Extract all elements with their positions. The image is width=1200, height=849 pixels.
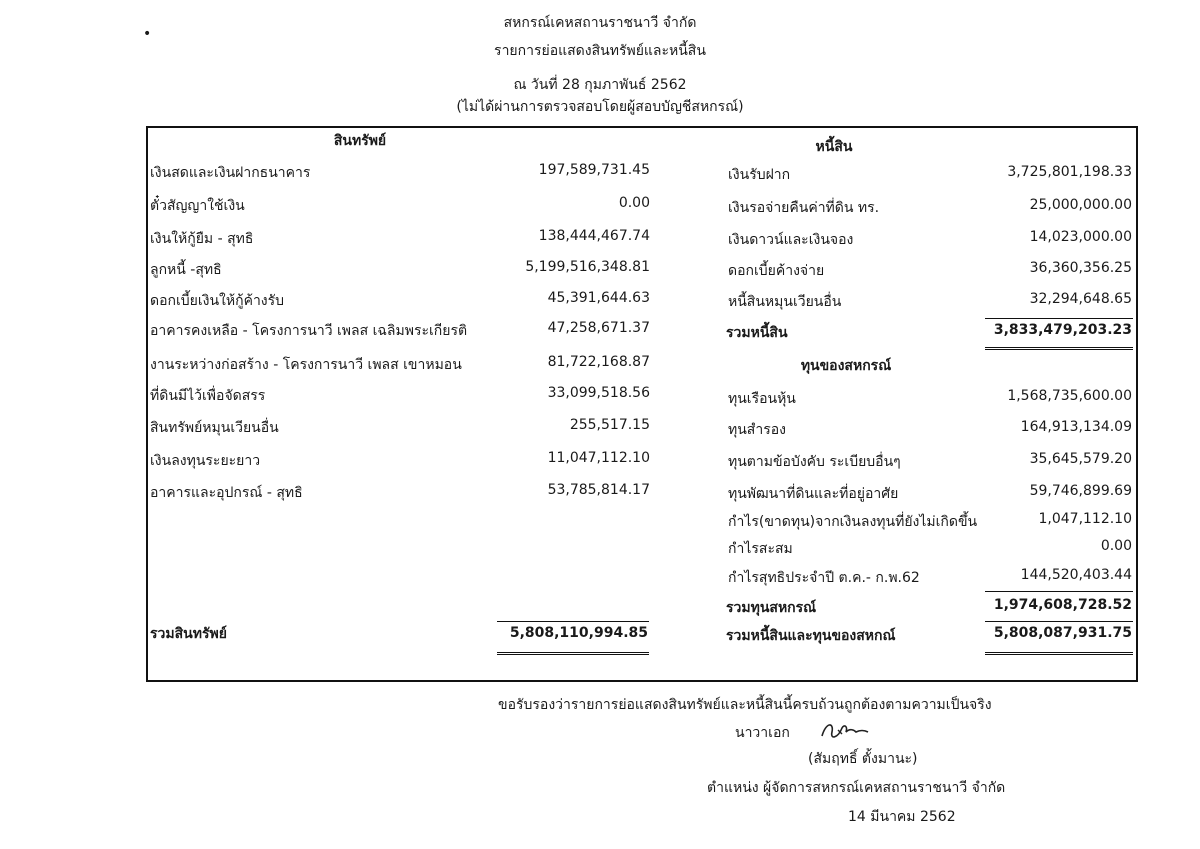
assets-total-label: รวมสินทรัพย์: [150, 626, 227, 642]
signature-date: 14 มีนาคม 2562: [848, 809, 956, 825]
document-title: รายการย่อแสดงสินทรัพย์และหนี้สิน: [494, 43, 706, 59]
row-label: กำไร(ขาดทุน)จากเงินลงทุนที่ยังไม่เกิดขึ้น: [728, 514, 978, 530]
equity-total-rule: [985, 591, 1133, 592]
row-label: กำไรสะสม: [728, 541, 793, 557]
row-amount: 1,047,112.10: [1038, 511, 1132, 527]
signature-mark: [818, 718, 872, 744]
row-label: ทุนตามข้อบังคับ ระเบียบอื่นๆ: [728, 454, 901, 470]
row-label: ทุนพัฒนาที่ดินและที่อยู่อาศัย: [728, 486, 899, 502]
row-amount: 47,258,671.37: [547, 320, 650, 336]
signer-name: (สัมฤทธิ์ ตั้งมานะ): [808, 751, 918, 767]
assets-total-rule: [497, 621, 649, 622]
row-amount: 53,785,814.17: [547, 482, 650, 498]
row-label: ทุนสำรอง: [728, 422, 786, 438]
row-label: เงินรอจ่ายคืนค่าที่ดิน ทร.: [728, 200, 880, 216]
assets-total-amount: 5,808,110,994.85: [509, 625, 648, 641]
row-amount: 0.00: [1100, 538, 1132, 554]
row-label: ตั๋วสัญญาใช้เงิน: [150, 198, 245, 214]
row-label: ที่ดินมีไว้เพื่อจัดสรร: [150, 388, 266, 404]
organization-name: สหกรณ์เคหสถานราชนาวี จำกัด: [503, 15, 697, 31]
signer-rank: นาวาเอก: [735, 725, 790, 741]
signer-position: ตำแหน่ง ผู้จัดการสหกรณ์เคหสถานราชนาวี จำกัด: [707, 780, 1006, 796]
row-amount: 164,913,134.09: [1020, 419, 1132, 435]
row-label: อาคารคงเหลือ - โครงการนาวี เพลส เฉลิมพระเกียรติ: [150, 323, 468, 339]
equity-heading: ทุนของสหกรณ์: [800, 358, 892, 374]
row-amount: 81,722,168.87: [547, 354, 650, 370]
row-amount: 25,000,000.00: [1029, 197, 1132, 213]
equity-total-amount: 1,974,608,728.52: [993, 597, 1132, 613]
liabilities-total-rule: [985, 318, 1133, 319]
row-label: เงินสดและเงินฝากธนาคาร: [150, 165, 311, 181]
row-amount: 32,294,648.65: [1029, 291, 1132, 307]
row-amount: 35,645,579.20: [1029, 451, 1132, 467]
row-amount: 255,517.15: [569, 417, 650, 433]
audit-note: (ไม่ได้ผ่านการตรวจสอบโดยผู้สอบบัญชีสหกรณ์): [456, 99, 744, 115]
grand-total-rule: [985, 621, 1133, 622]
row-amount: 36,360,356.25: [1029, 260, 1132, 276]
row-label: งานระหว่างก่อสร้าง - โครงการนาวี เพลส เขาหมอน: [150, 357, 462, 373]
grand-total-double-rule: [985, 652, 1133, 655]
row-label: ดอกเบี้ยเงินให้กู้ค้างรับ: [150, 293, 285, 309]
row-amount: 11,047,112.10: [547, 450, 650, 466]
row-label: อาคารและอุปกรณ์ - สุทธิ: [150, 485, 303, 501]
row-label: สินทรัพย์หมุนเวียนอื่น: [150, 420, 279, 436]
row-label: เงินให้กู้ยืม - สุทธิ: [150, 231, 254, 247]
grand-total-amount: 5,808,087,931.75: [993, 625, 1132, 641]
row-label: หนี้สินหมุนเวียนอื่น: [728, 294, 842, 310]
row-amount: 144,520,403.44: [1020, 567, 1132, 583]
row-amount: 197,589,731.45: [538, 162, 650, 178]
scan-dot: •: [143, 26, 152, 42]
row-amount: 5,199,516,348.81: [525, 259, 650, 275]
row-label: กำไรสุทธิประจำปี ต.ค.- ก.พ.62: [728, 570, 920, 586]
grand-total-label: รวมหนี้สินและทุนของสหกณ์: [726, 628, 896, 644]
row-label: ดอกเบี้ยค้างจ่าย: [728, 263, 825, 279]
row-amount: 14,023,000.00: [1029, 229, 1132, 245]
row-amount: 33,099,518.56: [547, 385, 650, 401]
liabilities-heading: หนี้สิน: [815, 139, 853, 155]
row-amount: 0.00: [618, 195, 650, 211]
liabilities-total-amount: 3,833,479,203.23: [993, 322, 1132, 338]
document-date: ณ วันที่ 28 กุมภาพันธ์ 2562: [513, 77, 687, 93]
row-label: เงินดาวน์และเงินจอง: [728, 232, 854, 248]
equity-total-label: รวมทุนสหกรณ์: [726, 600, 817, 616]
row-amount: 59,746,899.69: [1029, 483, 1132, 499]
certification-text: ขอรับรองว่ารายการย่อแสดงสินทรัพย์และหนี้สินนี้ครบถ้วนถูกต้องตามความเป็นจริง: [498, 697, 992, 713]
liabilities-total-double-rule: [985, 347, 1133, 350]
liabilities-total-label: รวมหนี้สิน: [726, 325, 788, 341]
row-amount: 1,568,735,600.00: [1007, 388, 1132, 404]
row-amount: 45,391,644.63: [547, 290, 650, 306]
row-amount: 3,725,801,198.33: [1007, 164, 1132, 180]
row-label: เงินลงทุนระยะยาว: [150, 453, 261, 469]
row-label: เงินรับฝาก: [728, 167, 791, 183]
row-label: ลูกหนี้ -สุทธิ: [150, 262, 222, 278]
assets-total-double-rule: [497, 652, 649, 655]
row-amount: 138,444,467.74: [538, 228, 650, 244]
assets-heading: สินทรัพย์: [333, 133, 387, 149]
row-label: ทุนเรือนหุ้น: [728, 391, 796, 407]
